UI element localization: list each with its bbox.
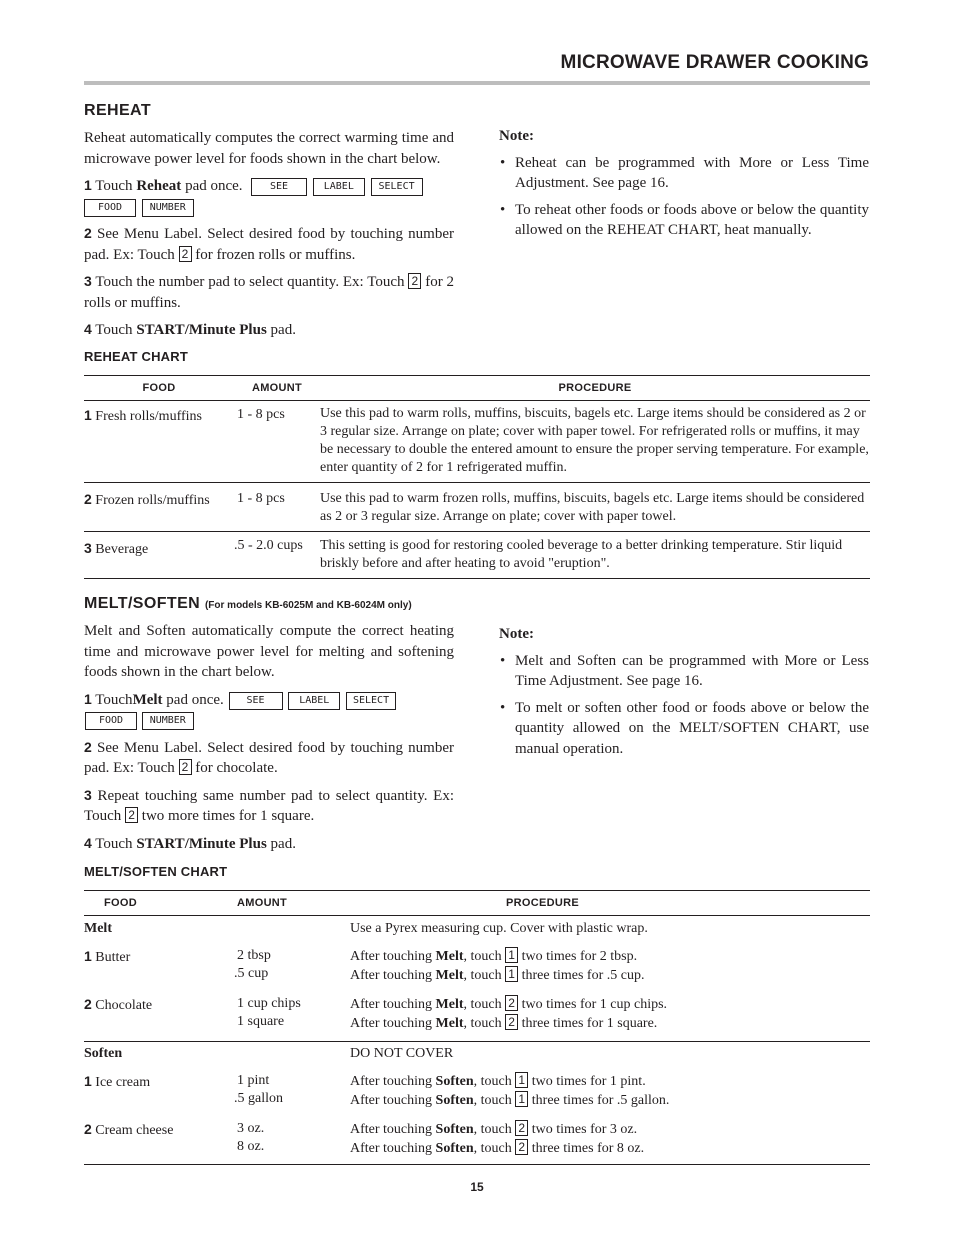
melt-heading: MELT/SOFTEN (For models KB-6025M and KB-6024M only) xyxy=(84,595,412,612)
melt-chart-table xyxy=(84,890,870,1165)
melt-step-4: 4 Touch START/Minute Plus pad. xyxy=(84,834,296,852)
table-row: 1 Butter 2 tbsp .5 cup After touching Melt, touch 1 two times for 2 tbsp. After touching Melt, touch 1 three times for .5 cup. xyxy=(84,948,645,983)
note-item: • Melt and Soften can be programmed with More or Less Time Adjustment. See page 16. xyxy=(499,651,869,692)
reheat-step-1: 1 Touch Reheat pad once. SEE LABEL SELECT FOOD NUMBER xyxy=(84,175,454,217)
header-rule xyxy=(84,81,870,85)
number-key-icon: NUMBER xyxy=(142,199,194,217)
table-row: 1 Ice cream 1 pint .5 gallon After touching Soften, touch 1 two times for 1 pint. After touching Soften, touch 1 three times for .5 gallon. xyxy=(84,1073,670,1108)
label-key-icon: LABEL xyxy=(313,178,365,196)
table-row: 2 Chocolate 1 cup chips 1 square After touching Melt, touch 2 two times for 1 cup chips. After touching Melt, touch 2 three times for 1 square. xyxy=(84,985,870,1042)
table-row: 2 Frozen rolls/muffins 1 - 8 pcs Use this pad to warm frozen rolls, muffins, biscuits, bagels etc. Large items should be considered as 2 or 3 regular size. Arrange on plate; cover with paper towel. xyxy=(84,483,870,532)
number-key-icon: 2 xyxy=(515,1139,528,1155)
reheat-instructions xyxy=(84,128,454,347)
label-key-icon: LABEL xyxy=(288,692,340,710)
number-key-icon: 2 xyxy=(179,759,192,775)
group-row: Soften DO NOT COVER xyxy=(84,1046,454,1061)
melt-step-1: 1 TouchMelt pad once. SEE LABEL SELECT FOOD NUMBER xyxy=(84,689,454,731)
note-item: • To reheat other foods or foods above or below the quantity allowed on the REHEAT CHART, heat manually. xyxy=(499,200,869,241)
table-row: 2 Cream cheese 3 oz. 8 oz. After touching Soften, touch 2 two times for 3 oz. After touching Soften, touch 2 three times for 8 oz. xyxy=(84,1110,870,1165)
table-row: 1 Fresh rolls/muffins 1 - 8 pcs Use this pad to warm rolls, muffins, biscuits, bagels etc. Large items should be considered as 2 or 3 regular size. Arrange on plate; cover with paper towel. For refrigerated rolls or muffins, it may be necessary to double the entered amount to ensure the proper serving temperature. For example, enter quantity of 2 for 1 refrigerated muffin. xyxy=(84,401,870,483)
number-key-icon: NUMBER xyxy=(142,712,194,730)
see-key-icon: SEE xyxy=(251,178,307,196)
reheat-intro: Reheat automatically computes the correct warming time and microwave power level for foods shown in the chart below. xyxy=(84,130,454,167)
reheat-notes xyxy=(499,126,869,247)
melt-chart-title: MELT/SOFTEN CHART xyxy=(84,864,228,879)
select-key-icon: SELECT xyxy=(346,692,396,710)
food-key-icon: FOOD xyxy=(85,712,137,730)
table-row: 3 Beverage .5 - 2.0 cups This setting is good for restoring cooled beverage to a better drinking temperature. Stir liquid briskly before and after heating to avoid "eruption". xyxy=(84,532,870,579)
food-key-icon: FOOD xyxy=(84,199,136,217)
reheat-step-2: 2 See Menu Label. Select desired food by touching number pad. Ex: Touch 2 for frozen rolls or muffins. xyxy=(84,225,455,263)
number-key-icon: 2 xyxy=(505,1014,518,1030)
note-title: Note: xyxy=(499,128,534,144)
note-title: Note: xyxy=(499,626,534,642)
reheat-step-3: 3 Touch the number pad to select quantity. Ex: Touch 2 for 2 rolls or muffins. xyxy=(84,273,455,311)
reheat-chart-title: REHEAT CHART xyxy=(84,349,188,364)
melt-notes xyxy=(499,624,869,765)
reheat-heading: REHEAT xyxy=(84,102,151,119)
column-header: FOOD xyxy=(84,891,234,916)
select-key-icon: SELECT xyxy=(371,178,423,196)
number-key-icon: 2 xyxy=(515,1120,528,1136)
page-number: 15 xyxy=(470,1180,484,1194)
see-key-icon: SEE xyxy=(229,692,283,710)
group-row: Melt Use a Pyrex measuring cup. Cover with plastic wrap. xyxy=(84,921,648,936)
number-key-icon: 2 xyxy=(125,807,138,823)
number-key-icon: 1 xyxy=(505,966,518,982)
number-key-icon: 2 xyxy=(505,995,518,1011)
number-key-icon: 2 xyxy=(408,273,421,289)
melt-instructions xyxy=(84,621,454,860)
column-header: PROCEDURE xyxy=(350,891,870,916)
step-number: 1 xyxy=(84,177,92,193)
column-header: AMOUNT xyxy=(234,891,350,916)
melt-step-2: 2 See Menu Label. Select desired food by touching number pad. Ex: Touch 2 for chocolate. xyxy=(84,738,455,776)
column-header: FOOD xyxy=(84,376,234,401)
melt-step-3: 3 Repeat touching same number pad to select quantity. Ex: Touch 2 two more times for 1 square. xyxy=(84,786,454,824)
page-title: MICROWAVE DRAWER COOKING xyxy=(560,52,869,73)
column-header: AMOUNT xyxy=(234,376,320,401)
melt-intro: Melt and Soften automatically compute the correct heating time and microwave power level for melting and softening foods shown in the chart below. xyxy=(84,623,454,680)
melt-heading-note: (For models KB-6025M and KB-6024M only) xyxy=(204,600,412,611)
number-key-icon: 1 xyxy=(515,1072,528,1088)
number-key-icon: 1 xyxy=(515,1091,528,1107)
note-item: • Reheat can be programmed with More or Less Time Adjustment. See page 16. xyxy=(499,153,869,194)
note-item: • To melt or soften other food or foods above or below the quantity allowed on the MELT/SOFTEN CHART, use manual operation. xyxy=(499,698,869,760)
reheat-step-4: 4 Touch START/Minute Plus pad. xyxy=(84,321,296,338)
number-key-icon: 2 xyxy=(179,246,192,262)
column-header: PROCEDURE xyxy=(320,376,870,401)
number-key-icon: 1 xyxy=(505,947,518,963)
reheat-chart-table xyxy=(84,375,870,579)
